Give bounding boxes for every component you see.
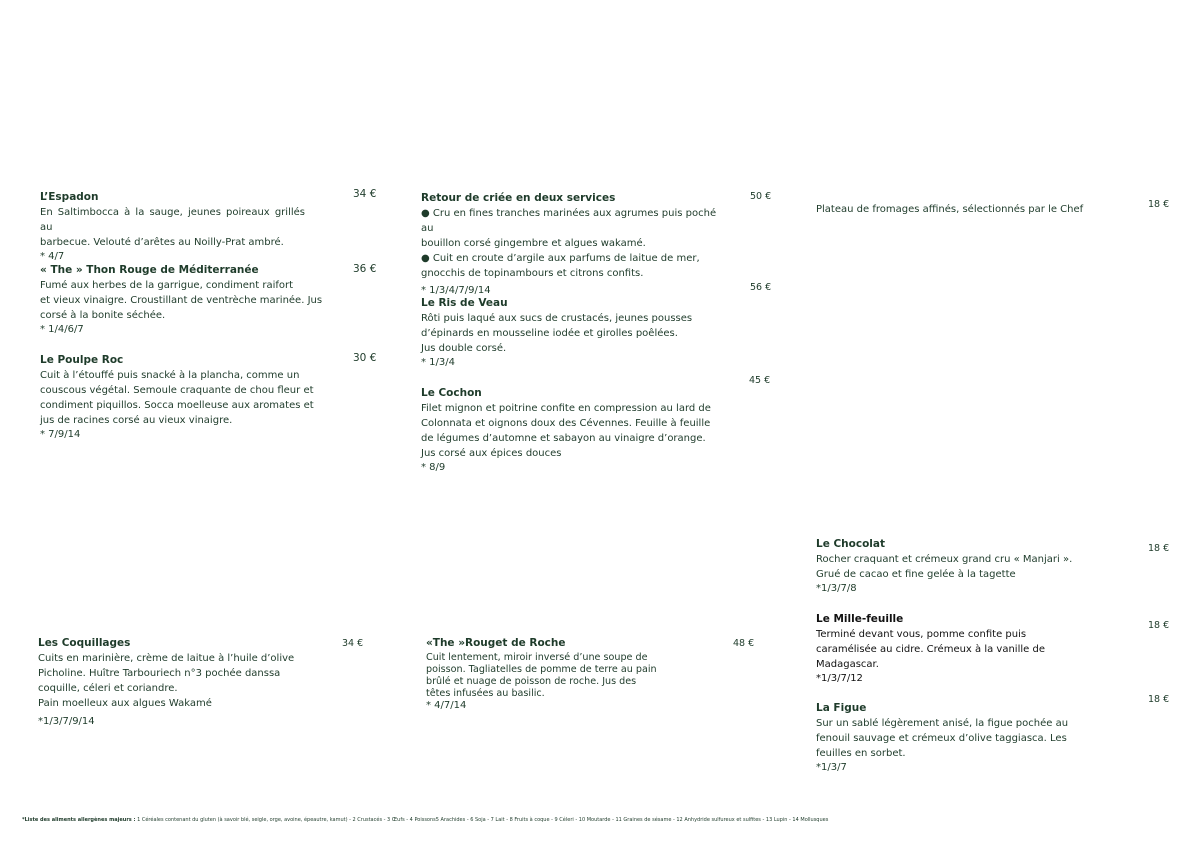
- dish-desc-line: poisson. Tagliatelles de pomme de terre au pain: [426, 664, 657, 675]
- dish-ris-de-veau: [421, 296, 721, 370]
- dish-name: La Figue: [816, 702, 867, 714]
- dish-name: Retour de criée en deux services: [421, 192, 616, 204]
- dish-allergens: * 7/9/14: [40, 429, 81, 440]
- cheese-text: Plateau de fromages affinés, sélectionnés par le Chef: [816, 204, 1084, 215]
- dish-price: 48 €: [733, 638, 755, 649]
- dish-desc-line: brûlé et nuage de poisson de roche. Jus des: [426, 676, 637, 687]
- dish-desc-line: couscous végétal. Semoule craquante de chou fleur et: [40, 385, 314, 396]
- dish-thon-rouge: [40, 263, 325, 337]
- dish-allergens: * 1/3/4: [421, 357, 456, 368]
- dish-name: L’Espadon: [40, 191, 99, 203]
- dish-name: Le Cochon: [421, 387, 482, 399]
- dish-espadon: [40, 190, 305, 264]
- dish-desc-line: coquille, céleri et coriandre.: [38, 683, 178, 694]
- dish-allergens: *1/3/7/12: [816, 673, 863, 684]
- dish-price: 50 €: [750, 191, 772, 202]
- dessert-figue: [816, 701, 1096, 775]
- dish-desc-line: Rôti puis laqué aux sucs de crustacés, jeunes pousses: [421, 313, 693, 324]
- dessert-chocolat: [816, 537, 1096, 596]
- dish-desc-line: gnocchis de topinambours et citrons confits.: [421, 268, 644, 279]
- dish-price: 56 €: [750, 282, 772, 293]
- dish-desc-line: ● Cuit en croute d’argile aux parfums de laitue de mer,: [421, 253, 700, 264]
- dish-desc-line: Jus double corsé.: [421, 343, 507, 354]
- dish-desc-line: Colonnata et oignons doux des Cévennes. Feuille à feuille: [421, 418, 711, 429]
- dish-desc-line: Madagascar.: [816, 659, 879, 670]
- dish-desc-line: Grué de cacao et fine gelée à la tagette: [816, 569, 1016, 580]
- allergen-legend-label: *Liste des aliments allergènes majeurs :: [22, 817, 136, 823]
- dish-desc-line: Cuit lentement, miroir inversé d’une soupe de: [426, 652, 648, 663]
- dish-name: Le Chocolat: [816, 538, 886, 550]
- dish-desc-line: Pain moelleux aux algues Wakamé: [38, 698, 212, 709]
- dish-rouget-de-roche: [426, 636, 686, 712]
- dish-allergens: * 1/3/4/7/9/14: [421, 285, 491, 296]
- dish-cochon: [421, 386, 721, 475]
- dish-desc-line: d’épinards en mousseline iodée et girolles poêlées.: [421, 328, 678, 339]
- dish-desc-line: Jus corsé aux épices douces: [421, 448, 562, 459]
- dish-name: Le Ris de Veau: [421, 297, 508, 309]
- dish-name: Le Poulpe Roc: [40, 354, 124, 366]
- dish-price: 18 €: [1148, 694, 1170, 705]
- dish-price: 18 €: [1148, 620, 1170, 631]
- cheese-plate: [816, 202, 1126, 217]
- dish-desc-line: barbecue. Velouté d’arêtes au Noilly-Prat ambré.: [40, 237, 284, 248]
- dessert-mille-feuille: [816, 612, 1096, 686]
- dish-desc-line: Cuit à l’étouffé puis snacké à la plancha, comme un: [40, 370, 300, 381]
- dish-desc-line: ● Cru en fines tranches marinées aux agrumes puis poché au: [421, 208, 717, 234]
- dish-poulpe-roc: [40, 353, 325, 442]
- dish-allergens: *1/3/7/9/14: [38, 716, 95, 727]
- dish-desc-line: Sur un sablé légèrement anisé, la figue pochée au: [816, 718, 1069, 729]
- dish-desc-line: jus de racines corsé au vieux vinaigre.: [40, 415, 233, 426]
- dish-desc-line: Terminé devant vous, pomme confite puis: [816, 629, 1027, 640]
- dish-desc-line: bouillon corsé gingembre et algues wakamé.: [421, 238, 646, 249]
- dish-allergens: * 8/9: [421, 462, 446, 473]
- dish-price: 34 €: [342, 638, 364, 649]
- dish-allergens: * 4/7/14: [426, 700, 467, 711]
- dish-price: 18 €: [1148, 543, 1170, 554]
- dish-desc-line: et vieux vinaigre. Croustillant de ventrèche marinée. Jus: [40, 295, 323, 306]
- dish-name: « The » Thon Rouge de Méditerranée: [40, 264, 259, 276]
- dish-retour-de-criee: [421, 191, 721, 298]
- dish-name: «The »Rouget de Roche: [426, 637, 566, 649]
- dish-desc-line: En Saltimbocca à la sauge, jeunes poireaux grillés au: [40, 207, 305, 233]
- dish-desc-line: Picholine. Huître Tarbouriech n°3 pochée danssa: [38, 668, 281, 679]
- dish-desc-line: têtes infusées au basilic.: [426, 688, 545, 699]
- allergen-legend: [22, 816, 1172, 824]
- dish-desc-line: corsé à la bonite séchée.: [40, 310, 166, 321]
- dish-price: 34 €: [353, 188, 377, 200]
- dish-desc-line: Fumé aux herbes de la garrigue, condiment raifort: [40, 280, 294, 291]
- dish-desc-line: Cuits en marinière, crème de laitue à l’huile d’olive: [38, 653, 295, 664]
- dish-name: Le Mille-feuille: [816, 613, 904, 625]
- dish-allergens: * 1/4/6/7: [40, 324, 84, 335]
- dish-desc-line: fenouil sauvage et crémeux d’olive taggiasca. Les: [816, 733, 1067, 744]
- dish-desc-line: Rocher craquant et crémeux grand cru « Manjari ».: [816, 554, 1073, 565]
- dish-allergens: *1/3/7/8: [816, 583, 857, 594]
- dish-desc-line: feuilles en sorbet.: [816, 748, 906, 759]
- dish-price: 45 €: [749, 375, 771, 386]
- dish-price: 36 €: [353, 263, 377, 275]
- dish-desc-line: de légumes d’automne et sabayon au vinaigre d’orange.: [421, 433, 706, 444]
- dish-desc-line: condiment piquillos. Socca moelleuse aux aromates et: [40, 400, 314, 411]
- allergen-legend-text: 1 Céréales contenant du gluten (à savoir blé, seigle, orge, avoine, épeautre, kamut) - 2 Crustacés - 3 Œufs - 4 Poissons5 Arachides - 6 Soja - 7 Lait - 8 Fruits à coque - 9 Céleri - 10 Moutarde - 11 Graines de sésame - 12 Anhydride sulfureux et sulfites - 13 Lupin - 14 Mollusques: [135, 817, 829, 823]
- cheese-price: 18 €: [1148, 199, 1170, 210]
- dish-name: Les Coquillages: [38, 637, 131, 649]
- dish-price: 30 €: [353, 352, 377, 364]
- dish-desc-line: caramélisée au cidre. Crémeux à la vanille de: [816, 644, 1045, 655]
- dish-desc-line: Filet mignon et poitrine confite en compression au lard de: [421, 403, 711, 414]
- dish-allergens: *1/3/7: [816, 762, 847, 773]
- dish-coquillages: [38, 636, 328, 729]
- dish-allergens: * 4/7: [40, 251, 65, 262]
